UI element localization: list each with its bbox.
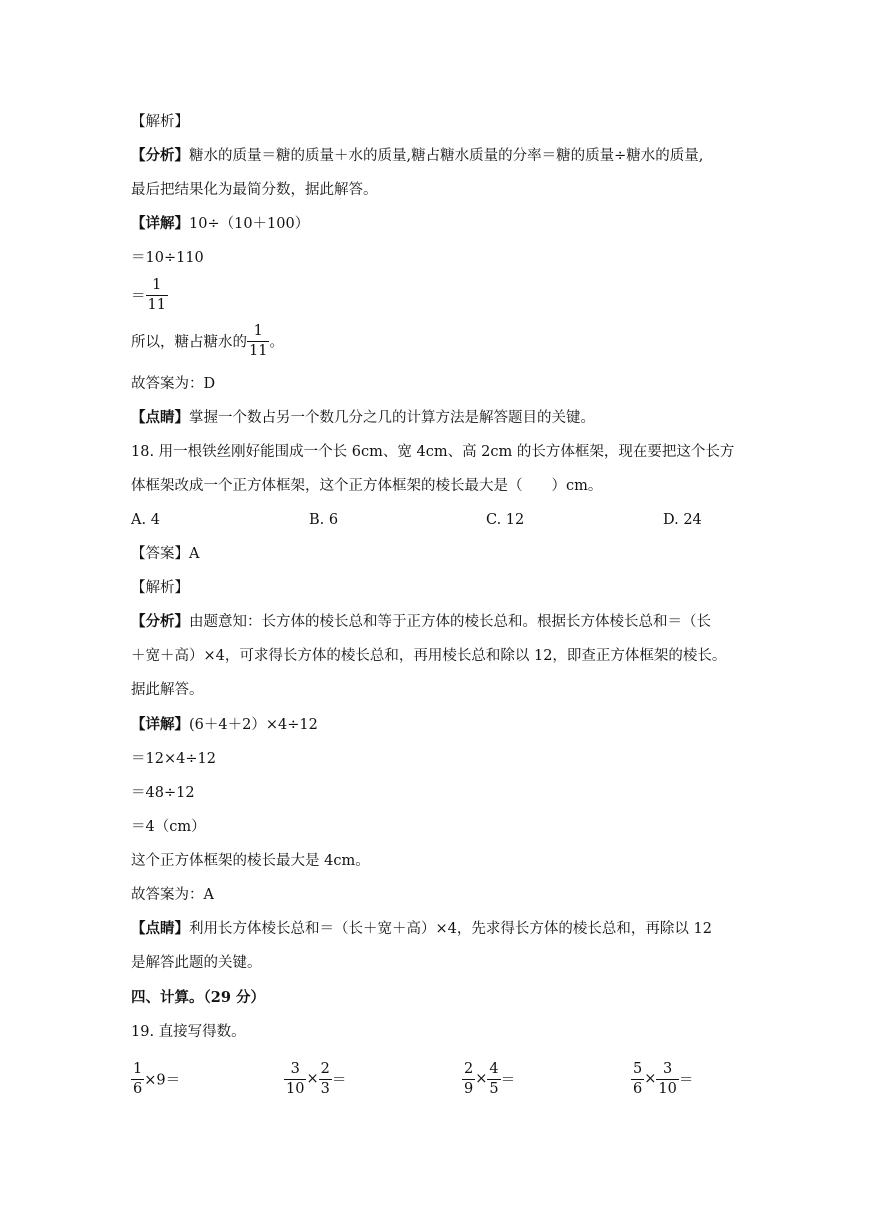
q18-step2: ＝12×4÷12 xyxy=(131,751,216,767)
q18-answer: 故答案为：A xyxy=(131,887,214,903)
q18-fenxi-text1: 由题意知：长方体的棱长总和等于正方体的棱长总和。根据长方体棱长总和＝（长 xyxy=(189,614,711,630)
q19-item-3-frac-a xyxy=(462,1062,475,1096)
q17-conclusion-post: 。 xyxy=(269,334,284,351)
q19-item-4-a-num: 5 xyxy=(633,1061,643,1077)
q17-fraction-den: 11 xyxy=(147,296,166,313)
q18-option-a: A. 4 xyxy=(131,512,160,528)
q19-item-1 xyxy=(131,1062,180,1096)
section4-title: 四、计算。（29 分） xyxy=(131,989,265,1006)
q17-step3 xyxy=(131,278,168,312)
q18-option-d: D. 24 xyxy=(663,512,702,528)
q19-item-4-equals: ＝ xyxy=(678,1072,694,1089)
q17-fenxi-label: 【分析】 xyxy=(131,147,189,164)
q17-step2: ＝10÷110 xyxy=(131,250,204,266)
q17-fraction xyxy=(146,278,168,312)
q17-fenxi-line1 xyxy=(131,146,703,166)
q17-xiangjie-text: 10÷（10＋100） xyxy=(189,216,310,232)
q18-fenxi-line1 xyxy=(131,612,711,632)
q19-item-2-a-num: 3 xyxy=(290,1061,300,1077)
q18-daan: 【答案】A xyxy=(131,546,200,562)
q19-item-2-equals: ＝ xyxy=(331,1072,347,1089)
q17-jiexi-heading: 【解析】 xyxy=(131,114,189,130)
q19-item-2-frac-b xyxy=(319,1062,332,1096)
q18-xiangjie-text: (6＋4＋2）×4÷12 xyxy=(189,717,318,733)
q19-item-1-den: 6 xyxy=(133,1080,143,1097)
q19-item-1-frac xyxy=(131,1062,144,1096)
q17-dianjing-text: 掌握一个数占另一个数几分之几的计算方法是解答题目的关键。 xyxy=(189,410,595,426)
q18-xiangjie-label: 【详解】 xyxy=(131,716,189,733)
q19-item-4-a-den: 6 xyxy=(633,1080,643,1097)
q19-item-3-equals: ＝ xyxy=(500,1072,516,1089)
q17-fenxi-line2: 最后把结果化为最简分数，据此解答。 xyxy=(131,182,378,198)
q17-fraction-num: 1 xyxy=(152,277,162,293)
q19-item-2 xyxy=(284,1062,346,1096)
q17-conclusion xyxy=(131,324,284,358)
q19-stem: 19. 直接写得数。 xyxy=(131,1024,246,1040)
q19-item-2-b-num: 2 xyxy=(320,1061,330,1077)
q18-step4: ＝4（cm） xyxy=(131,819,206,835)
q19-item-4-frac-a xyxy=(631,1062,644,1096)
q19-item-3-b-num: 4 xyxy=(489,1061,499,1077)
q19-item-4-b-num: 3 xyxy=(663,1061,673,1077)
q19-item-4-frac-b xyxy=(656,1062,678,1096)
q19-item-1-op: ×9＝ xyxy=(144,1072,181,1089)
q19-item-4-b-den: 10 xyxy=(658,1080,677,1097)
q18-fenxi-line3: 据此解答。 xyxy=(131,682,204,698)
q19-item-4-times: × xyxy=(644,1071,657,1087)
q18-stem-line2: 体框架改成一个正方体框架，这个正方体框架的棱长最大是（ ）cm。 xyxy=(131,478,603,494)
q18-option-c: C. 12 xyxy=(486,512,525,528)
q18-xiangjie-line1 xyxy=(131,715,318,735)
q17-dianjing-label: 【点睛】 xyxy=(131,409,189,426)
q18-step3: ＝48÷12 xyxy=(131,785,195,801)
q18-option-b: B. 6 xyxy=(309,512,339,528)
q19-item-3-b-den: 5 xyxy=(489,1080,499,1097)
q18-fenxi-line2: ＋宽＋高）×4，可求得长方体的棱长总和，再用棱长总和除以 12，即查正方体框架的棱长。 xyxy=(131,648,727,664)
q18-jiexi-heading: 【解析】 xyxy=(131,580,189,596)
q17-conclusion-frac-den: 11 xyxy=(249,342,268,359)
q19-item-2-b-den: 3 xyxy=(320,1080,330,1097)
q17-xiangjie-label: 【详解】 xyxy=(131,215,189,232)
q19-item-3-a-den: 9 xyxy=(464,1080,474,1097)
q19-item-2-frac-a xyxy=(284,1062,306,1096)
q17-xiangjie-line1 xyxy=(131,214,309,234)
q19-item-3 xyxy=(462,1062,515,1096)
q19-item-3-times: × xyxy=(475,1071,488,1087)
q19-item-4 xyxy=(631,1062,693,1096)
q19-item-3-a-num: 2 xyxy=(464,1061,474,1077)
q17-fenxi-text1: 糖水的质量＝糖的质量＋水的质量,糖占糖水质量的分率＝糖的质量÷糖水的质量, xyxy=(189,148,704,164)
q18-stem-line1: 18. 用一根铁丝刚好能围成一个长 6cm、宽 4cm、高 2cm 的长方体框架，现在要把这个长方 xyxy=(131,444,735,460)
q18-conclusion: 这个正方体框架的棱长最大是 4cm。 xyxy=(131,853,370,869)
q17-step3-eq: ＝ xyxy=(131,288,146,305)
q18-dianjing-line1 xyxy=(131,919,712,939)
q17-conclusion-frac-num: 1 xyxy=(253,323,263,339)
q17-conclusion-pre: 所以，糖占糖水的 xyxy=(131,334,247,351)
q19-item-1-num: 1 xyxy=(133,1061,143,1077)
q19-item-2-times: × xyxy=(306,1071,319,1087)
q18-dianjing-text1: 利用长方体棱长总和＝（长＋宽＋高）×4，先求得长方体的棱长总和，再除以 12 xyxy=(189,921,712,937)
q17-dianjing xyxy=(131,408,595,428)
q18-dianjing-line2: 是解答此题的关键。 xyxy=(131,955,262,971)
q18-fenxi-label: 【分析】 xyxy=(131,613,189,630)
q17-conclusion-fraction xyxy=(247,324,269,358)
q19-item-3-frac-b xyxy=(487,1062,500,1096)
q17-answer: 故答案为：D xyxy=(131,376,216,392)
q18-dianjing-label: 【点睛】 xyxy=(131,920,189,937)
q19-item-2-a-den: 10 xyxy=(286,1080,305,1097)
